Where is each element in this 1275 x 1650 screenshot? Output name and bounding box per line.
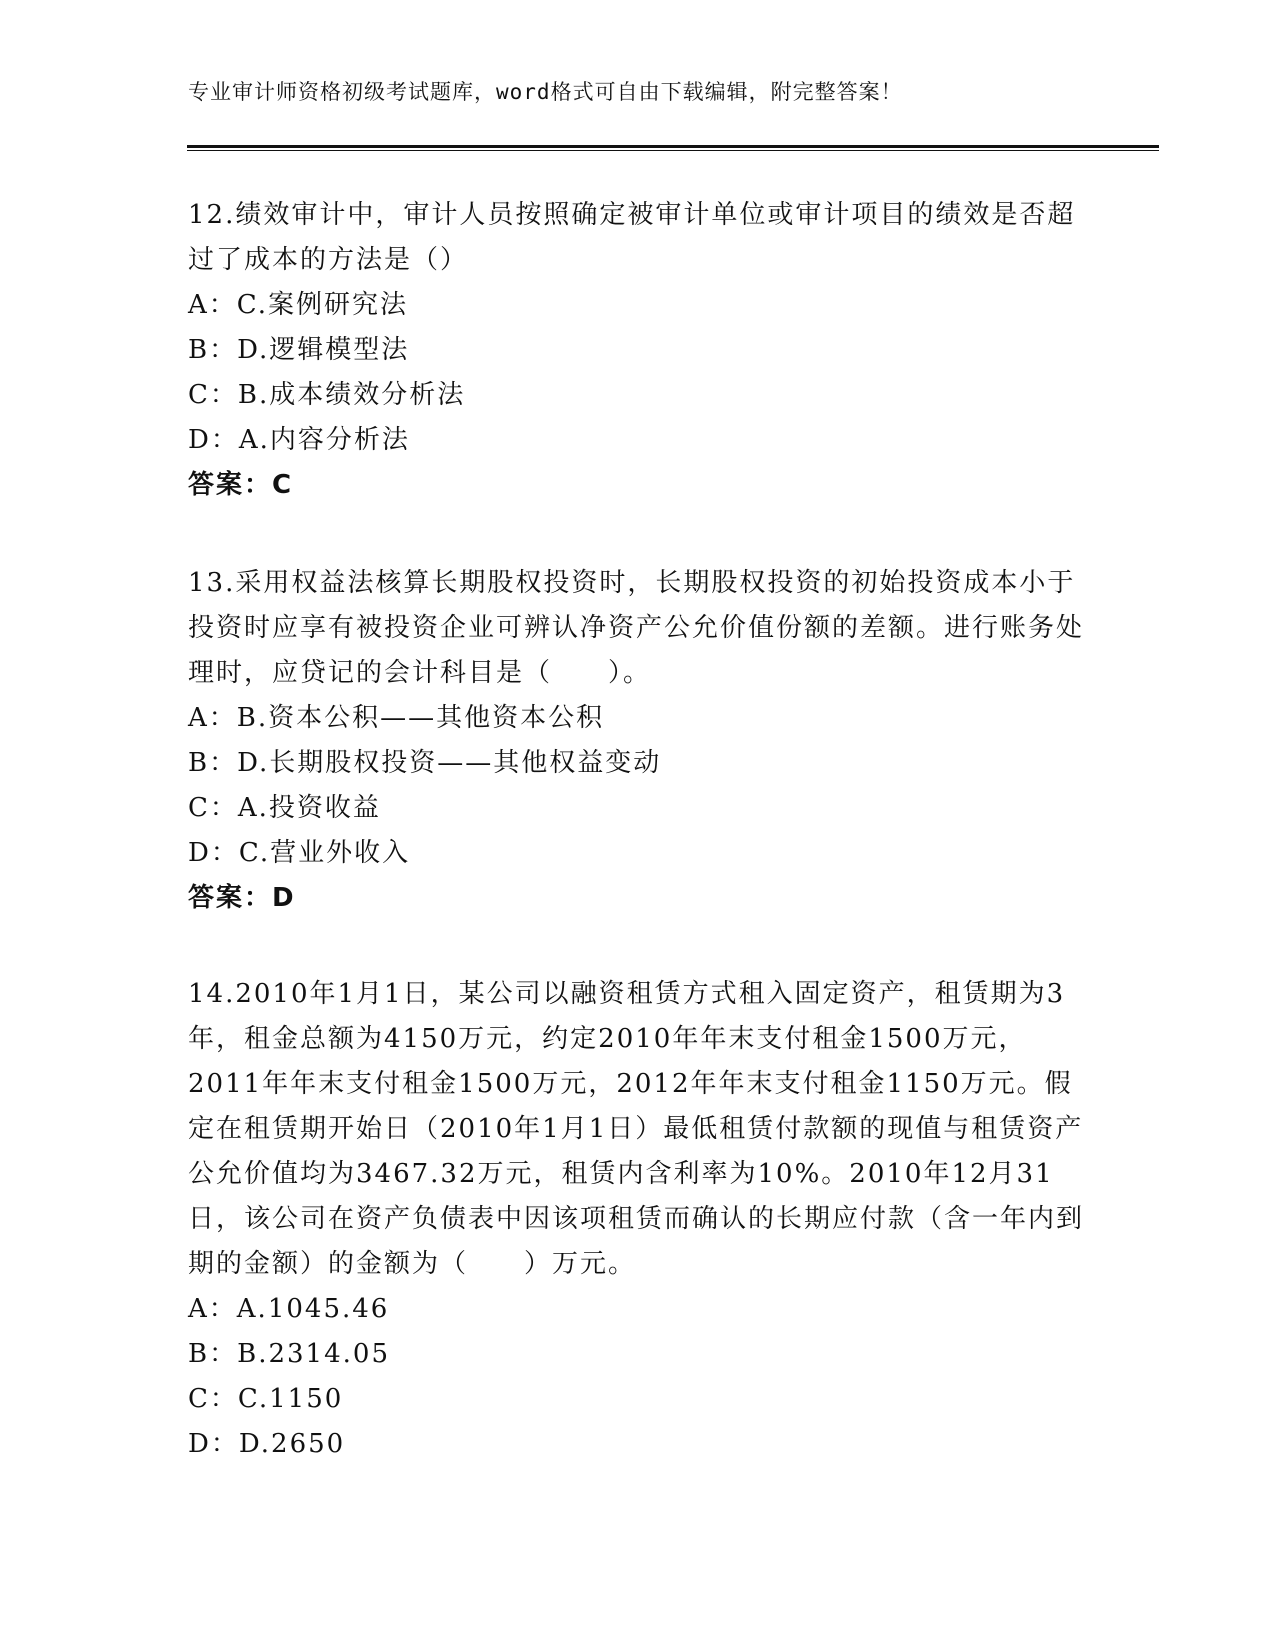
- header-rule-thin: [187, 150, 1159, 151]
- answer: 答案：D: [188, 883, 296, 913]
- option-d: D：D.2650: [188, 1429, 346, 1459]
- question-13: [188, 561, 1088, 921]
- option-c: C：C.1150: [188, 1384, 344, 1414]
- option-d: D：A.内容分析法: [188, 425, 410, 455]
- option-a: A：A.1045.46: [188, 1294, 390, 1324]
- option-b: B：D.长期股权投资——其他权益变动: [188, 748, 662, 778]
- answer: 答案：C: [188, 470, 294, 500]
- question-12: [188, 193, 1088, 508]
- option-c: C：A.投资收益: [188, 793, 381, 823]
- question-stem: 12.绩效审计中，审计人员按照确定被审计单位或审计项目的绩效是否超过了成本的方法是（）: [188, 200, 1076, 275]
- question-14: [188, 972, 1088, 1467]
- question-stem: 14.2010年1月1日，某公司以融资租赁方式租入固定资产，租赁期为3年，租金总额为4150万元，约定2010年年末支付租金1500万元，2011年年末支付租金1500万元，2012年年末支付租金1150万元。假定在租赁期开始日（2010年1月1日）最低租赁付款额的现值与租赁资产公允价值均为3467.32万元，租赁内含利率为10%。2010年12月31日，该公司在资产负债表中因该项租赁而确认的长期应付款（含一年内到期的金额）的金额为（ ）万元。: [188, 979, 1085, 1279]
- option-a: A：B.资本公积——其他资本公积: [188, 703, 605, 733]
- option-c: C：B.成本绩效分析法: [188, 380, 466, 410]
- option-b: B：D.逻辑模型法: [188, 335, 410, 365]
- option-a: A：C.案例研究法: [188, 290, 409, 320]
- option-b: B：B.2314.05: [188, 1339, 390, 1369]
- question-stem: 13.采用权益法核算长期股权投资时，长期股权投资的初始投资成本小于投资时应享有被投资企业可辨认净资产公允价值份额的差额。进行账务处理时，应贷记的会计科目是（ ）。: [188, 568, 1085, 688]
- page-header: 专业审计师资格初级考试题库，word格式可自由下载编辑，附完整答案！: [188, 80, 903, 104]
- header-rule-thick: [187, 145, 1159, 148]
- option-d: D：C.营业外收入: [188, 838, 411, 868]
